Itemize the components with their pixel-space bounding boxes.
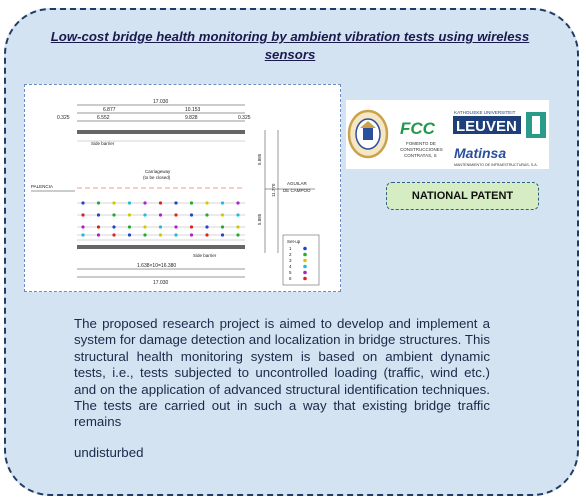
sensor-point [236,201,239,204]
sensor-point [159,233,162,236]
sensor-point [81,225,84,228]
sensor-point [112,201,115,204]
university-crest-icon [349,111,387,157]
dim-sub-left: 6.552 [97,115,110,121]
bridge-plan-svg [25,85,340,291]
dim-edge: 0.325 [57,115,70,121]
sensor-point [112,225,115,228]
dim-sub-right: 9.828 [185,115,198,121]
ku-main: LEUVEN [456,118,517,135]
ku-leuven-logo [453,110,546,138]
sensor-point [205,225,208,228]
sensor-point [205,201,208,204]
aguilar-label-2: DE CAMPOO [283,188,311,193]
fcc-sub-1: FOMENTO DE [406,141,436,146]
setup-legend-label: 4 [289,264,292,269]
sensor-point [174,225,177,228]
sensor-point [143,233,146,236]
sensor-point [143,225,146,228]
national-patent-badge: NATIONAL PATENT [386,182,539,210]
matinsa-sub: MANTENIMIENTO DE INFRAESTRUCTURAS, S.A. [454,163,538,167]
sensor-point [97,233,100,236]
sensor-point [81,213,84,216]
dim-right: 10.153 [185,107,201,113]
sensor-point [143,213,146,216]
sensor-point [190,233,193,236]
sensor-point [143,201,146,204]
sensor-point [236,233,239,236]
side-barrier-bottom: Side barrier [193,253,217,258]
sensor-point [81,233,84,236]
sensor-point [97,225,100,228]
sensor-point [190,225,193,228]
dim-vert-1: 5.885 [257,153,262,165]
sensor-point [97,213,100,216]
bridge-drawing [24,84,341,292]
partner-logos [346,100,549,169]
sensor-point [236,213,239,216]
sensor-point [190,213,193,216]
sensor-point [205,233,208,236]
sensor-point [174,201,177,204]
sensor-point [128,225,131,228]
dim-total-bottom: 17.030 [153,280,169,286]
sensor-point [236,225,239,228]
sensor-dots [81,201,239,236]
sensor-point [174,213,177,216]
sensor-point [128,213,131,216]
sensor-point [112,233,115,236]
sensor-point [221,201,224,204]
setup-legend-label: 1 [289,246,292,251]
aguilar-label: AGUILAR [287,181,307,186]
top-barrier [77,130,245,134]
fcc-logo-text: FCC [400,119,435,138]
setup-legend-marker [303,265,307,269]
dim-vert-2: 5.885 [257,213,262,225]
setup-legend-marker [303,253,307,257]
sensor-point [128,201,131,204]
fcc-sub-2: CONSTRUCCIONES [400,147,443,152]
matinsa-logo [454,145,538,167]
dim-left: 6.877 [103,107,116,113]
dim-edge-right: 0.325 [238,115,251,121]
bottom-barrier [77,245,245,249]
setup-legend-label: 3 [289,258,292,263]
matinsa-text: Matinsa [454,145,507,161]
logos-svg [346,100,549,169]
sensor-point [190,201,193,204]
setup-legend-label: 5 [289,270,292,275]
sensor-point [128,233,131,236]
fcc-sub-3: CONTRATAS, S [404,153,437,158]
carriageway-label: Carriageway [145,169,171,174]
setup-legend-marker [303,277,307,281]
setup-legend-marker [303,271,307,275]
dim-bottom: 1.638×10=16.380 [137,263,177,269]
page-title: Low-cost bridge health monitoring by ambient vibration tests using wireless sensors [50,29,530,62]
sensor-point [159,213,162,216]
sensor-point [221,213,224,216]
ku-top: KATHOLIEKE UNIVERSITEIT [454,110,516,115]
project-description: The proposed research project is aimed to develop and implement a system for damage detection and localization in bridge structures. This structural health monitoring system is based on ambient dynamic tests, i.e., tests subjected to uncontrolled loading (traffic, wind etc.) and on the application of advanced structural identification techniques. The tests are carried out in such a way that existing bridge traffic remains [74,316,490,430]
project-description-end: undisturbed [74,445,144,460]
fcc-logo [400,119,443,158]
sensor-point [174,233,177,236]
setup-legend-marker [303,247,307,251]
palencia-label: PALENCIA [31,184,53,189]
sensor-point [159,225,162,228]
sensor-point [97,201,100,204]
sensor-point [221,225,224,228]
sensor-point [81,201,84,204]
sensor-point [221,233,224,236]
setup-title: Set-up [287,239,301,244]
sensor-point [205,213,208,216]
sensor-point [159,201,162,204]
setup-legend-label: 2 [289,252,292,257]
setup-legend-label: 6 [289,276,292,281]
sensor-grid [77,203,245,235]
carriageway-note: (to be closed) [143,175,171,180]
dim-vert-total: 11.770 [271,183,276,197]
side-barrier-top: Side barrier [91,141,115,146]
sensor-point [112,213,115,216]
dim-total-top: 17.030 [153,99,169,105]
setup-legend-marker [303,259,307,263]
